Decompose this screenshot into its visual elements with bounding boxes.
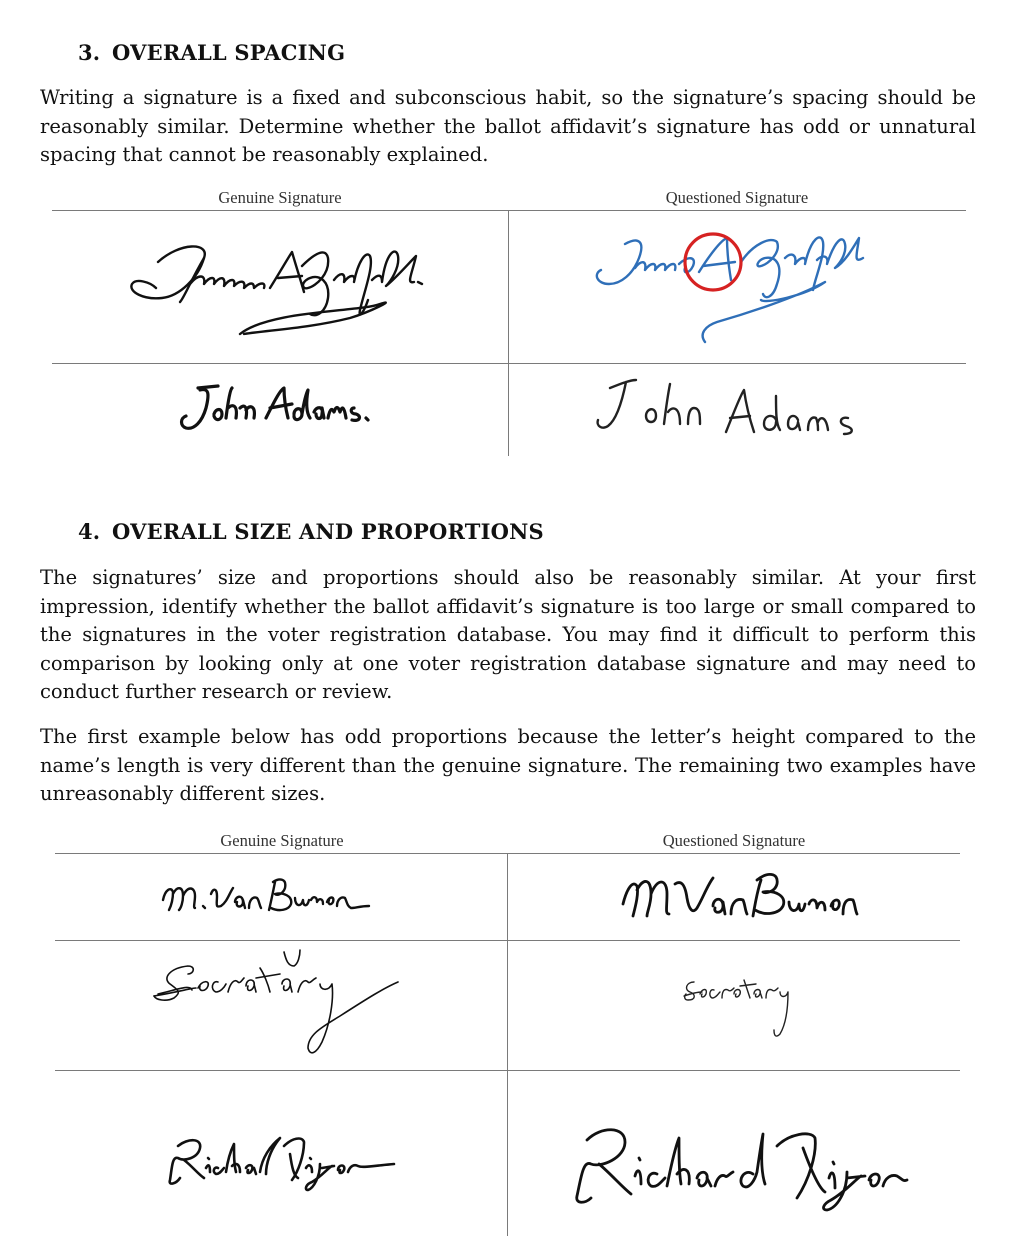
questioned-signature-vanburen (615, 864, 865, 926)
section-3-heading (78, 40, 345, 65)
questioned-signature-secretary (680, 972, 800, 1042)
table-rule (52, 210, 966, 211)
section-number: 4. (78, 519, 101, 544)
table-column-divider (508, 210, 509, 456)
questioned-signature-garfield (585, 218, 905, 358)
questioned-column-header: Questioned Signature (662, 831, 806, 850)
genuine-column-header: Genuine Signature (218, 188, 342, 207)
genuine-signature-adams (170, 378, 390, 448)
section-4-heading (78, 519, 544, 544)
genuine-column-header: Genuine Signature (220, 831, 344, 850)
section-number: 3. (78, 40, 101, 65)
section-title: OVERALL SIZE AND PROPORTIONS (112, 519, 544, 544)
section-3-paragraph: Writing a signature is a fixed and subconscious habit, so the signature’s spacing should be reasonably similar. Determine whether the ballot affidavit’s signature has odd or unnatural spacing that cannot be reasonably explained. (40, 86, 976, 167)
questioned-column-header: Questioned Signature (665, 188, 809, 207)
genuine-signature-nixon (162, 1128, 400, 1196)
section-4-paragraph-1: The signatures’ size and proportions should also be reasonably similar. At your first impression, identify whether the ballot affidavit’s signature is too large or small compared to the signatures in the voter registration database. You may find it difficult to perform this comparison by looking only at one voter registration database signature and may need to conduct further research or review. (40, 566, 976, 704)
section-4-paragraph-2: The first example below has odd proportions because the letter’s height compared to the name’s length is very different than the genuine signature. The remaining two examples have unreasonably different sizes. (40, 725, 976, 806)
section-title: OVERALL SPACING (112, 40, 346, 65)
questioned-signature-adams (590, 372, 880, 452)
table-column-divider (507, 853, 508, 1236)
genuine-signature-secretary (148, 944, 413, 1062)
genuine-signature-garfield (120, 222, 440, 352)
genuine-signature-vanburen (155, 870, 400, 920)
questioned-signature-nixon (565, 1118, 920, 1216)
table-rule (52, 363, 966, 364)
